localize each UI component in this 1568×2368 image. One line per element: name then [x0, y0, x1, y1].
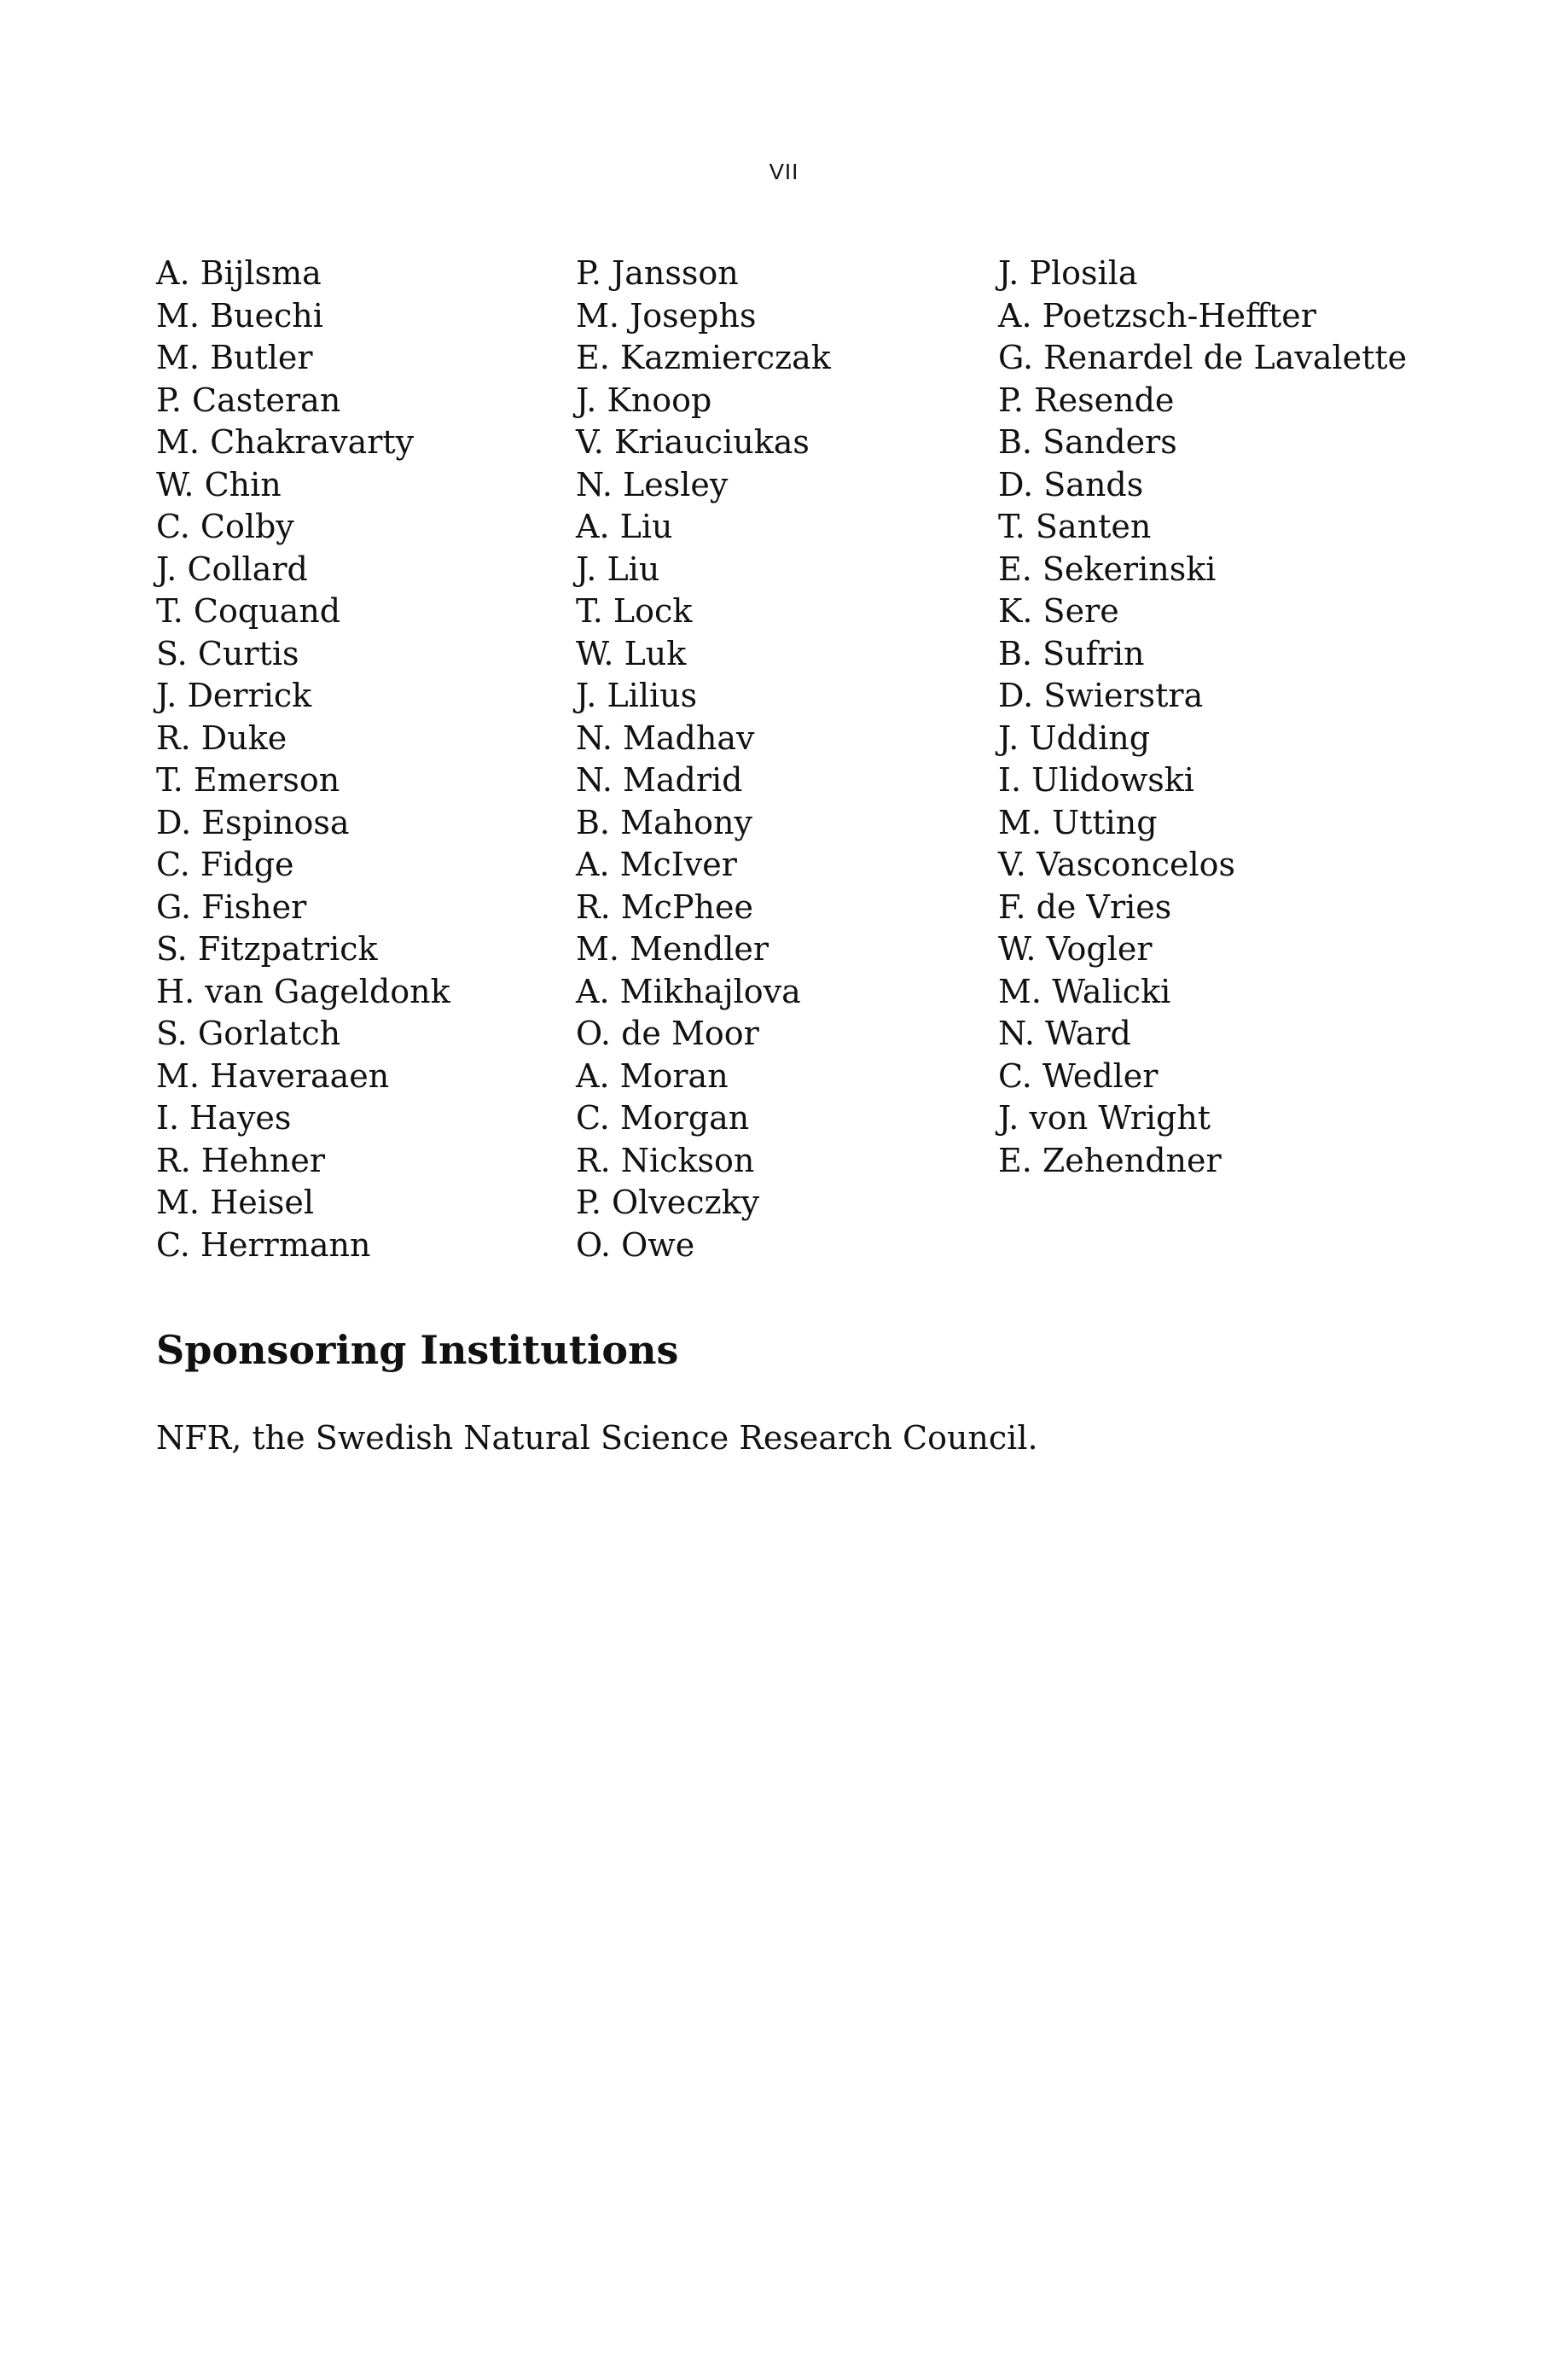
- referee-name: D. Espinosa: [156, 803, 350, 841]
- referee-name: A. Bijlsma: [156, 254, 322, 292]
- referee-name: N. Lesley: [576, 465, 729, 503]
- sponsoring-text: NFR, the Swedish Natural Science Research Council.: [156, 1419, 1038, 1457]
- referee-name: S. Curtis: [156, 634, 299, 672]
- referee-name: C. Morgan: [576, 1099, 750, 1137]
- referee-name: R. Hehner: [156, 1141, 325, 1179]
- referee-list-column-1: [156, 253, 450, 1266]
- referee-name: A. Liu: [576, 508, 673, 545]
- referee-name: C. Wedler: [998, 1056, 1159, 1095]
- referee-name: S. Fitzpatrick: [156, 930, 378, 968]
- referee-name: J. Lilius: [576, 677, 698, 714]
- referee-name: R. Nickson: [576, 1141, 755, 1179]
- referee-name: O. de Moor: [576, 1015, 759, 1052]
- referee-name: G. Fisher: [156, 887, 307, 926]
- referee-name: H. van Gageldonk: [156, 972, 450, 1010]
- referee-name: S. Gorlatch: [156, 1015, 341, 1052]
- referee-name: C. Herrmann: [156, 1225, 371, 1264]
- referee-name: J. Derrick: [156, 677, 312, 714]
- referee-name: P. Casteran: [156, 381, 341, 419]
- referee-name: M. Mendler: [576, 930, 769, 968]
- referee-name: G. Renardel de Lavalette: [998, 339, 1408, 376]
- referee-name: J. Plosila: [998, 254, 1138, 292]
- referee-name: M. Walicki: [998, 972, 1171, 1010]
- referee-list-column-3: [998, 253, 1407, 1182]
- referee-name: A. McIver: [576, 846, 737, 883]
- referee-name: R. McPhee: [576, 887, 753, 926]
- referee-name: N. Madrid: [576, 761, 743, 799]
- referee-name: J. Liu: [576, 550, 660, 588]
- referee-name: D. Sands: [998, 465, 1144, 503]
- referee-name: T. Emerson: [156, 761, 340, 799]
- referee-name: C. Fidge: [156, 846, 294, 883]
- referee-name: O. Owe: [576, 1225, 695, 1264]
- referee-name: W. Vogler: [998, 930, 1153, 968]
- referee-name: N. Ward: [998, 1015, 1131, 1052]
- referee-name: D. Swierstra: [998, 677, 1204, 714]
- referee-name: V. Kriauciukas: [576, 423, 810, 461]
- referee-name: M. Haveraaen: [156, 1056, 390, 1095]
- referee-name: J. Knoop: [576, 381, 712, 419]
- referee-name: J. Udding: [998, 719, 1151, 757]
- referee-name: M. Heisel: [156, 1184, 314, 1221]
- page-number: VII: [769, 159, 799, 184]
- referee-name: M. Buechi: [156, 296, 323, 335]
- referee-name: M. Josephs: [576, 296, 757, 335]
- referee-name: A. Moran: [576, 1056, 729, 1095]
- referee-name: B. Sanders: [998, 423, 1177, 461]
- referee-name: W. Luk: [576, 634, 687, 672]
- referee-name: M. Utting: [998, 803, 1158, 841]
- referee-name: P. Olveczky: [576, 1184, 760, 1221]
- referee-name: V. Vasconcelos: [998, 846, 1236, 883]
- referee-name: M. Chakravarty: [156, 423, 415, 461]
- referee-name: B. Sufrin: [998, 634, 1145, 672]
- referee-name: J. von Wright: [998, 1099, 1211, 1137]
- referee-name: M. Butler: [156, 339, 313, 376]
- referee-name: T. Santen: [998, 508, 1152, 545]
- referee-name: A. Poetzsch-Heffter: [998, 296, 1316, 335]
- referee-name: F. de Vries: [998, 887, 1172, 926]
- referee-name: N. Madhav: [576, 719, 755, 757]
- referee-name: B. Mahony: [576, 803, 752, 841]
- referee-name: I. Hayes: [156, 1099, 292, 1137]
- referee-name: R. Duke: [156, 719, 287, 757]
- referee-name: E. Kazmierczak: [576, 339, 831, 376]
- referee-name: C. Colby: [156, 508, 294, 545]
- referee-name: E. Sekerinski: [998, 550, 1217, 588]
- referee-name: P. Jansson: [576, 254, 739, 292]
- referee-name: A. Mikhajlova: [576, 972, 801, 1010]
- referee-name: E. Zehendner: [998, 1141, 1222, 1179]
- referee-name: P. Resende: [998, 381, 1175, 419]
- referee-list-column-2: [576, 253, 831, 1266]
- referee-name: T. Coquand: [156, 592, 341, 630]
- referee-name: J. Collard: [156, 550, 308, 588]
- referee-name: T. Lock: [576, 592, 693, 630]
- referee-name: W. Chin: [156, 465, 282, 503]
- referee-name: I. Ulidowski: [998, 761, 1194, 799]
- section-heading-sponsoring: Sponsoring Institutions: [156, 1327, 679, 1373]
- referee-name: K. Sere: [998, 592, 1119, 630]
